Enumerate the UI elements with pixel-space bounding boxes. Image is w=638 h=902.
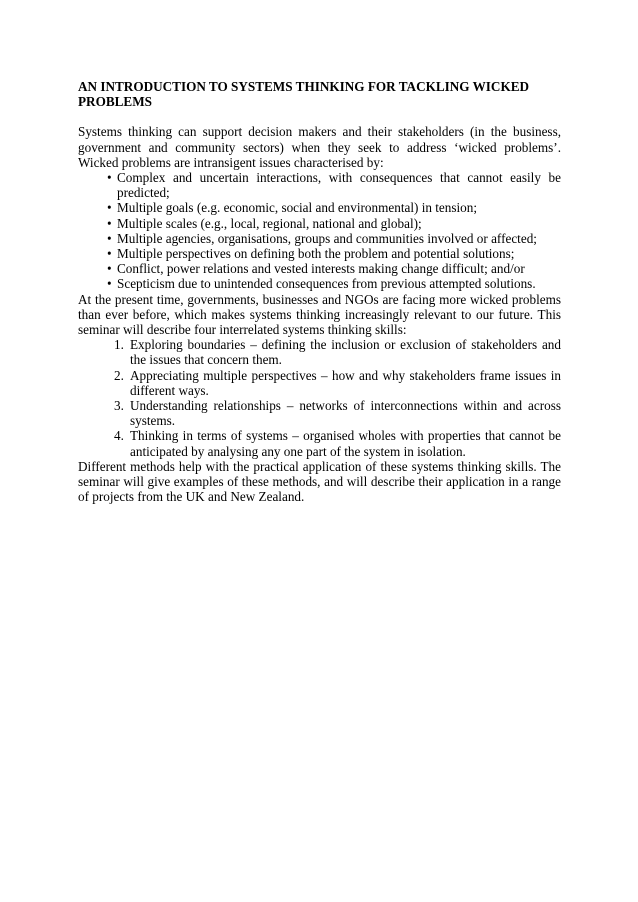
list-item-text: Multiple scales (e.g., local, regional, national and global); xyxy=(117,215,422,231)
list-item-text: Thinking in terms of systems – organised wholes with properties that cannot be anticipated by analysing any one part of the system in isolation. xyxy=(130,428,561,459)
list-item xyxy=(114,428,561,458)
list-item-text: Exploring boundaries – defining the inclusion or exclusion of stakeholders and the issues that concern them. xyxy=(130,337,561,368)
list-item-text: Multiple goals (e.g. economic, social and environmental) in tension; xyxy=(117,200,478,216)
middle-paragraph: At the present time, governments, businesses and NGOs are facing more wicked problems than ever before, which makes systems thinking increasingly relevant to our future. This seminar will describe four interrelated systems thinking skills: xyxy=(78,291,561,338)
list-item xyxy=(114,398,561,428)
list-item xyxy=(107,276,561,291)
bullet-icon: • xyxy=(107,276,112,292)
list-item-text: Multiple perspectives on defining both the problem and potential solutions; xyxy=(117,246,515,262)
list-item-text: Complex and uncertain interactions, with consequences that cannot easily be predicted; xyxy=(117,170,561,201)
list-number: 4. xyxy=(114,428,124,444)
list-number: 1. xyxy=(114,337,124,353)
intro-paragraph: Systems thinking can support decision makers and their stakeholders (in the business, government and community sectors) when they seek to address ‘wicked problems’. Wicked problems are intransigent issues characterised by: xyxy=(78,124,561,170)
closing-paragraph: Different methods help with the practical application of these systems thinking skills. The seminar will give examples of these methods, and will describe their application in a range of projects from the UK and New Zealand. xyxy=(78,458,561,505)
list-item-text: Conflict, power relations and vested interests making change difficult; and/or xyxy=(117,261,525,277)
document-page xyxy=(78,79,561,504)
bullet-icon: • xyxy=(107,261,112,277)
list-number: 3. xyxy=(114,398,124,414)
list-item-text: Multiple agencies, organisations, groups and communities involved or affected; xyxy=(117,230,537,246)
list-item xyxy=(107,170,561,200)
bullet-icon: • xyxy=(107,215,112,231)
list-item xyxy=(114,368,561,398)
bullet-icon: • xyxy=(107,246,112,262)
list-number: 2. xyxy=(114,367,124,383)
systems-thinking-skills-list xyxy=(78,337,561,459)
list-item-text: Understanding relationships – networks of interconnections within and across systems. xyxy=(130,398,561,429)
list-item xyxy=(107,200,561,215)
bullet-icon: • xyxy=(107,200,112,216)
list-item xyxy=(114,337,561,367)
list-item xyxy=(107,261,561,276)
list-item xyxy=(107,231,561,246)
wicked-problem-characteristics-list xyxy=(78,170,561,292)
bullet-icon: • xyxy=(107,230,112,246)
document-title: AN INTRODUCTION TO SYSTEMS THINKING FOR TACKLING WICKED PROBLEMS xyxy=(78,79,530,110)
list-item xyxy=(107,246,561,261)
list-item-text: Appreciating multiple perspectives – how and why stakeholders frame issues in different ways. xyxy=(130,367,561,398)
list-item-text: Scepticism due to unintended consequences from previous attempted solutions. xyxy=(117,276,536,292)
list-item xyxy=(107,216,561,231)
bullet-icon: • xyxy=(107,170,112,186)
